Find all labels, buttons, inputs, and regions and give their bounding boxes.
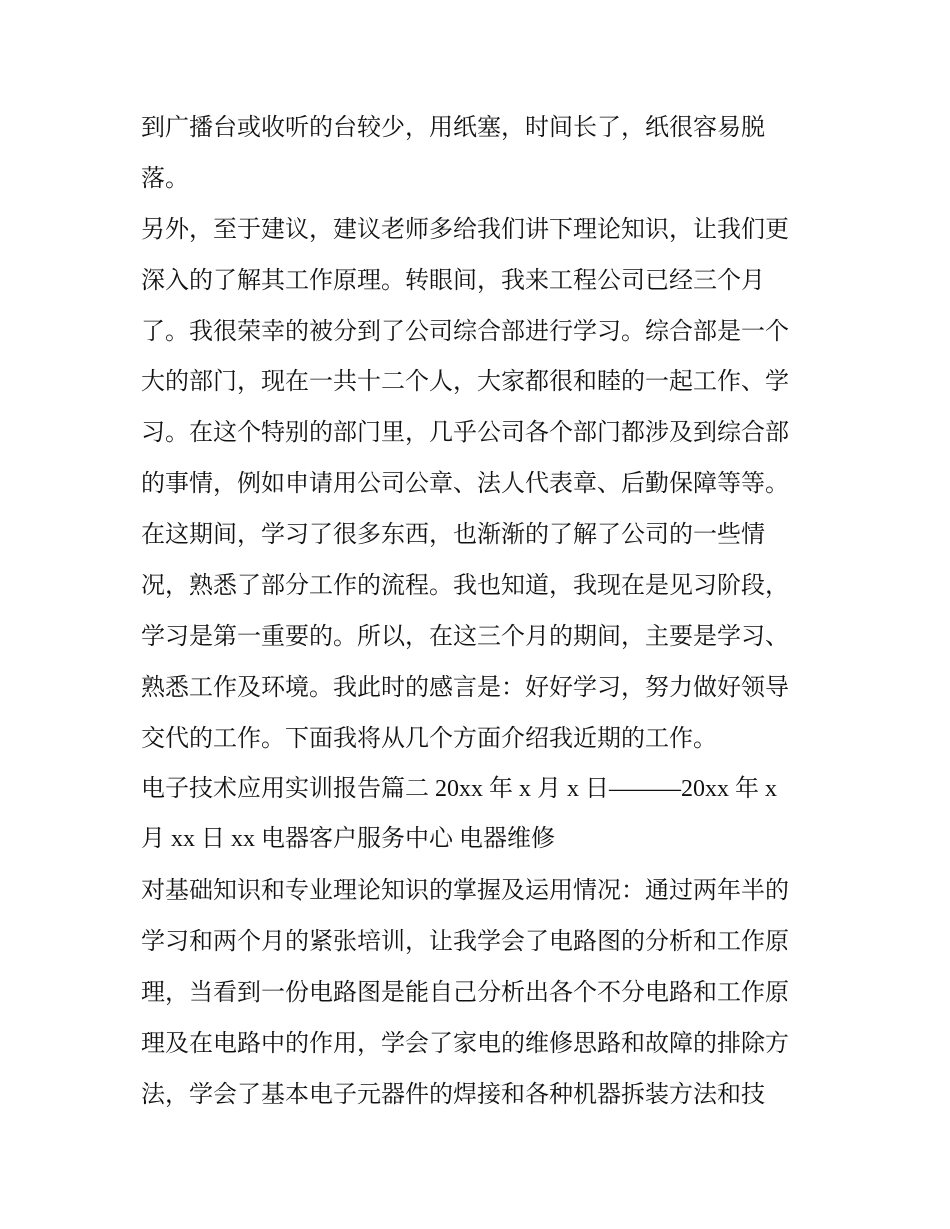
document-body bbox=[141, 102, 821, 1120]
section-heading-line: 月 xx 日 xx 电器客户服务中心 电器维修 bbox=[141, 826, 555, 853]
text-line: 了。我很荣幸的被分到了公司综合部进行学习。综合部是一个 bbox=[141, 316, 789, 345]
text-line: 习。在这个特别的部门里，几乎公司各个部门都涉及到综合部 bbox=[141, 418, 789, 447]
text-line: 交代的工作。下面我将从几个方面介绍我近期的工作。 bbox=[141, 723, 717, 752]
text-line: 理，当看到一份电路图是能自己分析出各个不分电路和工作原 bbox=[141, 978, 789, 1007]
text-line: 落。 bbox=[141, 163, 189, 192]
text-line: 况，熟悉了部分工作的流程。我也知道，我现在是见习阶段， bbox=[141, 571, 789, 600]
text-line: 在这期间，学习了很多东西，也渐渐的了解了公司的一些情 bbox=[141, 520, 765, 549]
text-line: 对基础知识和专业理论知识的掌握及运用情况：通过两年半的 bbox=[141, 876, 789, 905]
text-line: 到广播台或收听的台较少，用纸塞，时间长了，纸很容易脱 bbox=[141, 113, 765, 141]
text-line: 学习和两个月的紧张培训，让我学会了电路图的分析和工作原 bbox=[141, 927, 789, 956]
text-line: 法，学会了基本电子元器件的焊接和各种机器拆装方法和技 bbox=[141, 1079, 765, 1108]
text-line: 深入的了解其工作原理。转眼间，我来工程公司已经三个月 bbox=[141, 265, 765, 294]
text-line: 理及在电路中的作用，学会了家电的维修思路和故障的排除方 bbox=[141, 1029, 789, 1058]
text-line: 学习是第一重要的。所以，在这三个月的期间，主要是学习、 bbox=[141, 621, 789, 650]
text-line: 的事情，例如申请用公司公章、法人代表章、后勤保障等等。 bbox=[141, 469, 789, 498]
text-line: 另外，至于建议，建议老师多给我们讲下理论知识，让我们更 bbox=[141, 214, 789, 243]
text-line: 熟悉工作及环境。我此时的感言是：好好学习，努力做好领导 bbox=[141, 672, 789, 701]
text-line: 大的部门，现在一共十二个人，大家都很和睦的一起工作、学 bbox=[141, 367, 789, 396]
section-heading-line: 电子技术应用实训报告篇二 20xx 年 x 月 x 日———20xx 年 x bbox=[141, 775, 777, 802]
